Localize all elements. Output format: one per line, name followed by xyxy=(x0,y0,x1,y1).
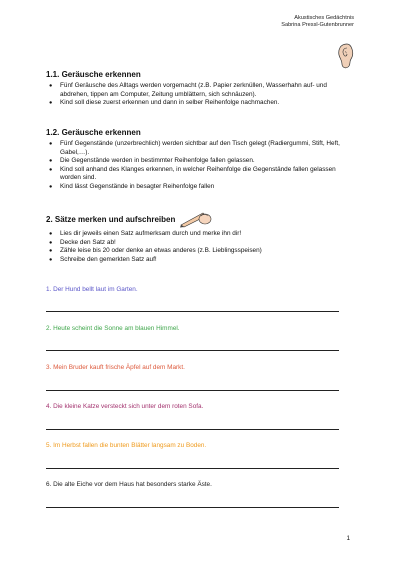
writing-line xyxy=(46,468,339,469)
writing-line xyxy=(46,507,339,508)
sentence-3: 3. Mein Bruder kauft frische Äpfel auf dem Markt. xyxy=(46,364,185,371)
list-item: ● Fünf Geräusche des Alltags werden vorgemacht (z.B. Papier zerknüllen, Wasserhahn auf- und abdrehen, tippen am Computer, Zeitung umblättern, sich schnäuzen). xyxy=(60,82,340,99)
bullet-list xyxy=(46,82,340,108)
document-header xyxy=(281,15,354,30)
sentence-6: 6. Die alte Eiche vor dem Haus hat besonders starke Äste. xyxy=(46,481,212,488)
bullet-list xyxy=(46,140,340,192)
list-item: ● Lies dir jeweils einen Satz aufmerksam durch und merke ihn dir! xyxy=(60,230,340,239)
section-title: 1.1. Geräusche erkennen xyxy=(46,70,141,79)
sentence-2: 2. Heute scheint die Sonne am blauen Himmel. xyxy=(46,325,180,332)
sentence-4: 4. Die kleine Katze versteckt sich unter dem roten Sofa. xyxy=(46,403,204,410)
section-2 xyxy=(46,210,340,264)
page-number: 1 xyxy=(346,535,350,542)
section-title xyxy=(46,210,340,228)
header-title: Akustisches Gedächtnis xyxy=(294,15,354,21)
writing-line xyxy=(46,311,339,312)
list-item: ● Kind lässt Gegenstände in besagter Reihenfolge fallen xyxy=(60,183,340,192)
section-1-2 xyxy=(46,128,340,192)
sentence-5: 5. Im Herbst fallen die bunten Blätter langsam zu Boden. xyxy=(46,442,207,449)
writing-line xyxy=(46,350,339,351)
section-title-text: 2. Sätze merken und aufschreiben xyxy=(46,215,176,224)
list-item: ● Die Gegenstände werden in bestimmter Reihenfolge fallen gelassen. xyxy=(60,157,340,166)
list-item: ● Kind soll diese zuerst erkennen und dann in selber Reihenfolge nachmachen. xyxy=(60,99,340,108)
header-author: Sabrina Pressl-Gutenbrunner xyxy=(281,22,354,29)
section-title: 1.2. Geräusche erkennen xyxy=(46,128,141,137)
list-item: ● Decke den Satz ab! xyxy=(60,239,340,248)
bullet-list xyxy=(46,230,340,264)
list-item: ● Kind soll anhand des Klanges erkennen, in welcher Reihenfolge die Gegenstände fallen gelassen worden sind. xyxy=(60,166,340,183)
writing-line xyxy=(46,429,339,430)
list-item: ● Fünf Gegenstände (unzerbrechlich) werden sichtbar auf den Tisch gelegt (Radiergummi, Stift, Heft, Gabel,…). xyxy=(60,140,340,157)
list-item: ● Zähle leise bis 20 oder denke an etwas anderes (z.B. Lieblingsspeisen) xyxy=(60,247,340,256)
sentence-1: 1. Der Hund bellt laut im Garten. xyxy=(46,286,138,293)
list-item: ● Schreibe den gemerkten Satz auf! xyxy=(60,256,340,265)
ear-icon xyxy=(336,42,354,70)
pencil-hand-icon xyxy=(179,210,213,228)
writing-line xyxy=(46,390,339,391)
section-1-1 xyxy=(46,70,340,108)
